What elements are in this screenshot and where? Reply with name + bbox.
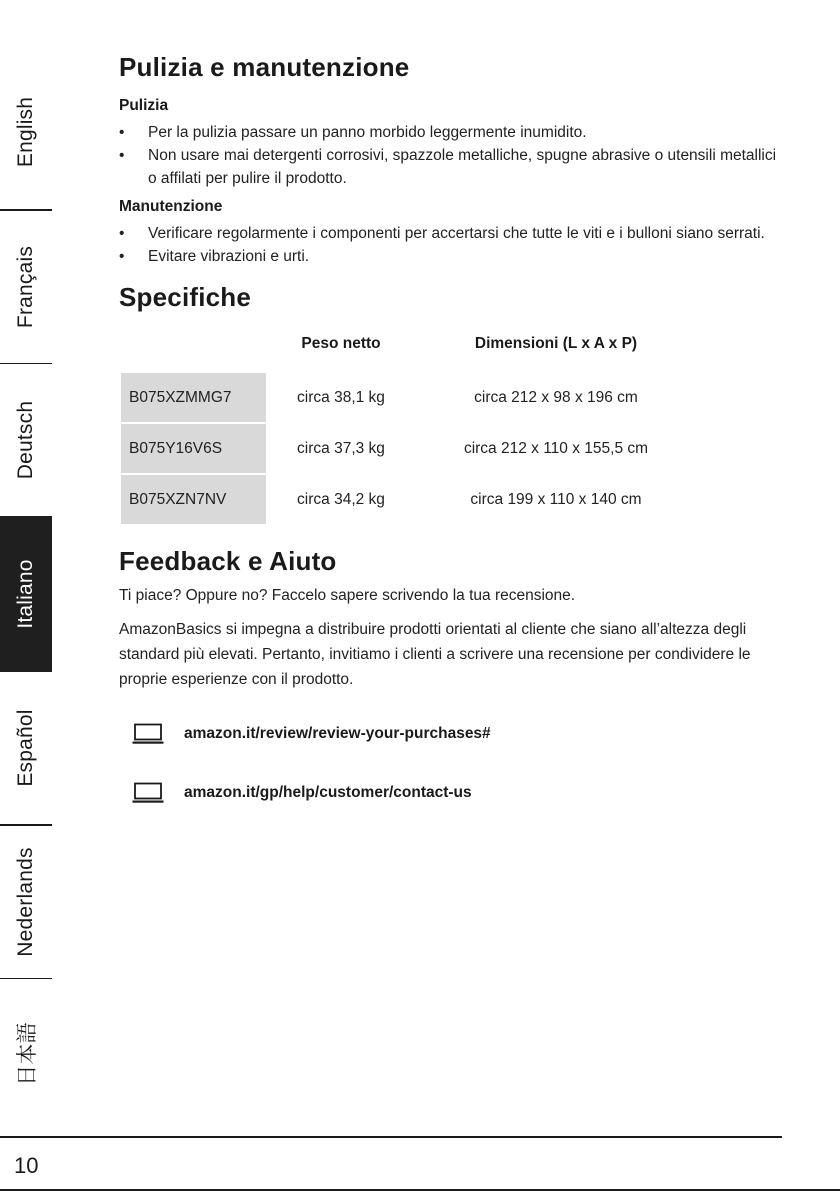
lang-tab-espanol[interactable] <box>0 672 52 824</box>
contact-link[interactable] <box>119 781 784 805</box>
cleaning-list <box>119 121 784 190</box>
main-content <box>119 50 784 805</box>
spec-weight: circa 34,2 kg <box>297 490 385 508</box>
laptop-icon <box>132 723 164 745</box>
bullet-icon: • <box>119 124 125 141</box>
lang-tab-label: Español <box>14 709 37 787</box>
spec-table <box>119 329 784 525</box>
spec-dims: circa 212 x 98 x 196 cm <box>474 388 638 406</box>
maintenance-list <box>119 222 784 268</box>
page-number: 10 <box>14 1153 39 1178</box>
feedback-intro: Ti piace? Oppure no? Faccelo sapere scrivendo la tua recensione. <box>119 587 576 604</box>
bullet-icon: • <box>119 225 125 242</box>
lang-tab-label: Nederlands <box>14 846 37 957</box>
review-link-text[interactable]: amazon.it/review/review-your-purchases# <box>184 725 491 742</box>
lang-tab-label: English <box>14 96 37 168</box>
lang-tab-label: Deutsch <box>14 400 37 480</box>
lang-tab-nederlands[interactable] <box>0 826 52 978</box>
spec-model: B075XZN7NV <box>121 475 266 524</box>
lang-tab-label: Italiano <box>14 559 37 629</box>
page-bottom-edge <box>0 1189 840 1191</box>
spec-model: B075XZMMG7 <box>121 373 266 422</box>
list-item: • Non usare mai detergenti corrosivi, spazzole metalliche, spugne abrasive o utensili metallici o affilati per pulire il prodotto. <box>119 144 784 190</box>
lang-tab-label: 日本語 <box>16 1022 39 1086</box>
lang-tab-deutsch[interactable] <box>0 364 52 516</box>
list-item: • Evitare vibrazioni e urti. <box>119 245 784 268</box>
spec-header-weight: Peso netto <box>301 335 381 352</box>
cleaning-heading: Pulizia <box>119 97 169 114</box>
spec-header-dims: Dimensioni (L x A x P) <box>474 335 638 352</box>
footer-divider <box>0 1136 782 1138</box>
cleaning-title: Pulizia e manutenzione <box>119 52 410 82</box>
spec-dims: circa 199 x 110 x 140 cm <box>470 490 642 508</box>
specs-title: Specifiche <box>119 282 252 312</box>
lang-tab-japanese[interactable] <box>0 979 52 1129</box>
feedback-title: Feedback e Aiuto <box>119 546 337 576</box>
table-row <box>119 423 784 474</box>
lang-tab-english[interactable] <box>0 55 52 209</box>
list-item: • Verificare regolarmente i componenti per accertarsi che tutte le viti e i bulloni siano serrati. <box>119 222 784 245</box>
spec-weight: circa 38,1 kg <box>297 388 385 406</box>
maintenance-heading: Manutenzione <box>119 198 223 215</box>
lang-tab-label: Français <box>14 245 37 328</box>
lang-tab-italiano[interactable] <box>0 516 52 672</box>
laptop-icon <box>132 782 164 804</box>
bullet-icon: • <box>119 147 125 164</box>
contact-link-text[interactable]: amazon.it/gp/help/customer/contact-us <box>184 784 472 801</box>
language-tabs <box>0 55 52 1129</box>
spec-table-header <box>119 329 784 359</box>
list-item: • Per la pulizia passare un panno morbido leggermente inumidito. <box>119 121 784 144</box>
table-row <box>119 474 784 525</box>
review-link[interactable] <box>119 722 784 746</box>
spec-dims: circa 212 x 110 x 155,5 cm <box>463 439 649 457</box>
bullet-icon: • <box>119 248 125 265</box>
lang-tab-francais[interactable] <box>0 211 52 363</box>
spec-weight: circa 37,3 kg <box>297 439 385 457</box>
table-row <box>119 372 784 423</box>
feedback-body: AmazonBasics si impegna a distribuire prodotti orientati al cliente che siano all’altezza degli standard più elevati. Pertanto, invitiamo i clienti a scrivere una recensione per condividere le proprie esperienze con il prodotto. <box>119 621 751 688</box>
spec-model: B075Y16V6S <box>121 424 266 473</box>
